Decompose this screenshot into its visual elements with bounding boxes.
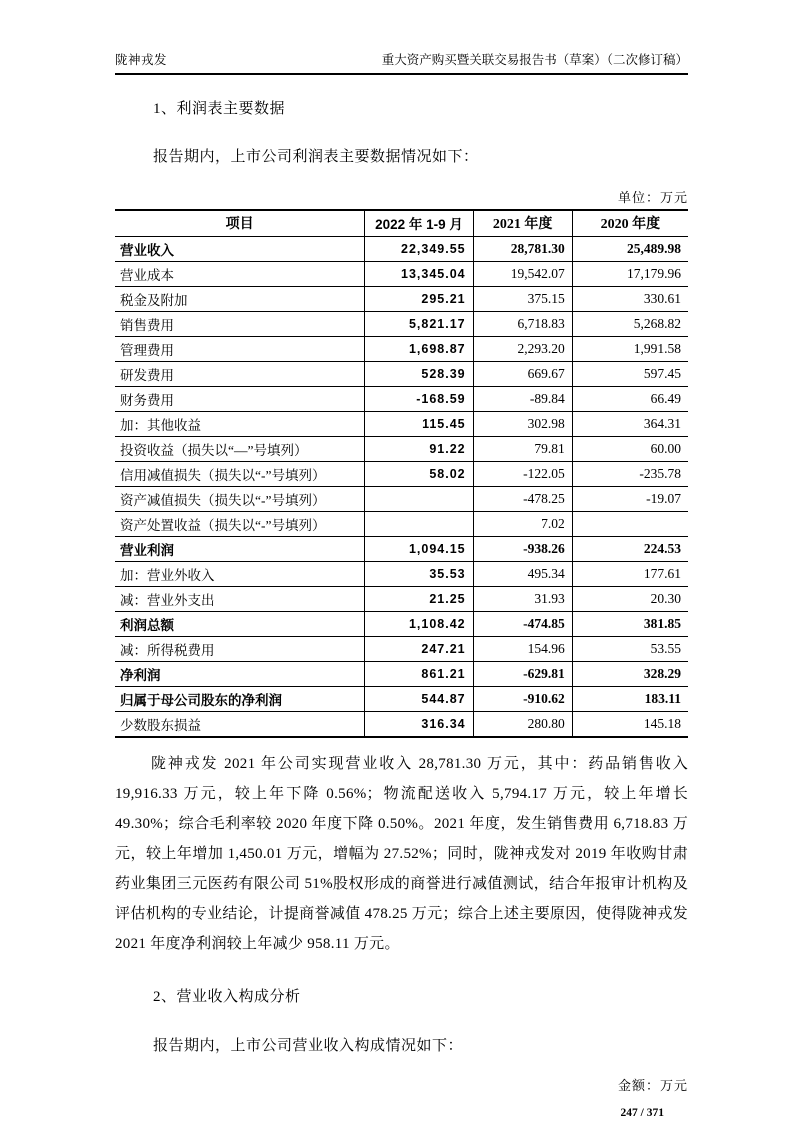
row-value-cell: 5,268.82 [572, 311, 688, 336]
row-value-cell [365, 511, 473, 536]
row-value-cell: 53.55 [572, 636, 688, 661]
table-row [115, 286, 688, 311]
table-row [115, 611, 688, 636]
row-value-cell: 60.00 [572, 436, 688, 461]
table-row [115, 486, 688, 511]
table-row [115, 511, 688, 536]
table-row [115, 686, 688, 711]
row-value-cell: 145.18 [572, 711, 688, 737]
row-value-cell: 58.02 [365, 461, 473, 486]
row-label-cell: 加：营业外收入 [115, 561, 365, 586]
row-label-cell: 减：营业外支出 [115, 586, 365, 611]
row-value-cell: 66.49 [572, 386, 688, 411]
row-value-cell: 1,698.87 [365, 336, 473, 361]
profit-table-body [115, 236, 688, 737]
row-value-cell: -122.05 [473, 461, 572, 486]
row-value-cell: 28,781.30 [473, 236, 572, 261]
row-value-cell [572, 511, 688, 536]
row-label-cell: 营业成本 [115, 261, 365, 286]
row-label-cell: 利润总额 [115, 611, 365, 636]
row-value-cell: -474.85 [473, 611, 572, 636]
table-row [115, 311, 688, 336]
row-value-cell: -938.26 [473, 536, 572, 561]
row-value-cell: -629.81 [473, 661, 572, 686]
row-value-cell: 597.45 [572, 361, 688, 386]
row-value-cell: 31.93 [473, 586, 572, 611]
row-value-cell: 1,108.42 [365, 611, 473, 636]
row-value-cell: 544.87 [365, 686, 473, 711]
table-row [115, 236, 688, 261]
table-row [115, 336, 688, 361]
row-value-cell: 495.34 [473, 561, 572, 586]
row-value-cell: 1,094.15 [365, 536, 473, 561]
row-value-cell: -19.07 [572, 486, 688, 511]
row-value-cell: 375.15 [473, 286, 572, 311]
row-label-cell: 归属于母公司股东的净利润 [115, 686, 365, 711]
section1-intro: 报告期内，上市公司利润表主要数据情况如下： [153, 149, 479, 165]
row-label-cell: 资产处置收益（损失以“-”号填列） [115, 511, 365, 536]
table-row [115, 636, 688, 661]
section1-heading: 1、利润表主要数据 [153, 101, 286, 117]
table-row [115, 436, 688, 461]
row-label-cell: 税金及附加 [115, 286, 365, 311]
row-value-cell: -168.59 [365, 386, 473, 411]
section2-intro: 报告期内，上市公司营业收入构成情况如下： [153, 1037, 464, 1054]
row-label-cell: 净利润 [115, 661, 365, 686]
row-label-cell: 财务费用 [115, 386, 365, 411]
row-value-cell: 115.45 [365, 411, 473, 436]
row-label-cell: 减：所得税费用 [115, 636, 365, 661]
row-value-cell: 19,542.07 [473, 261, 572, 286]
row-value-cell: 295.21 [365, 286, 473, 311]
row-value-cell: 35.53 [365, 561, 473, 586]
table-header-row [115, 210, 688, 236]
row-value-cell: 224.53 [572, 536, 688, 561]
row-value-cell: 5,821.17 [365, 311, 473, 336]
row-label-cell: 销售费用 [115, 311, 365, 336]
row-value-cell: 669.67 [473, 361, 572, 386]
row-label-cell: 投资收益（损失以“—”号填列） [115, 436, 365, 461]
row-label-cell: 营业收入 [115, 236, 365, 261]
row-value-cell: 183.11 [572, 686, 688, 711]
row-value-cell: -235.78 [572, 461, 688, 486]
row-value-cell: 13,345.04 [365, 261, 473, 286]
row-label-cell: 加：其他收益 [115, 411, 365, 436]
page-number: 247 / 371 [620, 1106, 664, 1119]
row-label-cell: 资产减值损失（损失以“-”号填列） [115, 486, 365, 511]
row-value-cell: -478.25 [473, 486, 572, 511]
row-value-cell: 177.61 [572, 561, 688, 586]
table-unit-note: 单位：万元 [617, 190, 688, 205]
row-value-cell: -89.84 [473, 386, 572, 411]
row-label-cell: 研发费用 [115, 361, 365, 386]
row-value-cell: 2,293.20 [473, 336, 572, 361]
row-value-cell: -910.62 [473, 686, 572, 711]
row-label-cell: 少数股东损益 [115, 711, 365, 737]
row-value-cell: 861.21 [365, 661, 473, 686]
table-row [115, 261, 688, 286]
row-value-cell: 21.25 [365, 586, 473, 611]
column-header-2020: 2020 年度 [572, 210, 688, 236]
row-label-cell: 营业利润 [115, 536, 365, 561]
row-value-cell: 6,718.83 [473, 311, 572, 336]
column-header-2022: 2022 年 1-9 月 [365, 210, 473, 236]
row-value-cell: 316.34 [365, 711, 473, 737]
row-value-cell: 79.81 [473, 436, 572, 461]
table-row [115, 536, 688, 561]
row-value-cell: 381.85 [572, 611, 688, 636]
table-row [115, 461, 688, 486]
running-header [115, 50, 688, 75]
header-document-title: 重大资产购买暨关联交易报告书（草案）（二次修订稿） [381, 53, 688, 67]
row-value-cell: 528.39 [365, 361, 473, 386]
table-row [115, 386, 688, 411]
row-value-cell [365, 486, 473, 511]
row-value-cell: 328.29 [572, 661, 688, 686]
section2-heading: 2、营业收入构成分析 [153, 988, 301, 1005]
table-row [115, 711, 688, 737]
row-value-cell: 22,349.55 [365, 236, 473, 261]
row-value-cell: 330.61 [572, 286, 688, 311]
table-row [115, 586, 688, 611]
table-row [115, 661, 688, 686]
row-value-cell: 1,991.58 [572, 336, 688, 361]
profit-table-header [115, 210, 688, 236]
row-label-cell: 信用减值损失（损失以“-”号填列） [115, 461, 365, 486]
row-value-cell: 154.96 [473, 636, 572, 661]
column-header-2021: 2021 年度 [473, 210, 572, 236]
row-label-cell: 管理费用 [115, 336, 365, 361]
amount-unit-note: 金额：万元 [617, 1077, 688, 1093]
table-row [115, 561, 688, 586]
row-value-cell: 302.98 [473, 411, 572, 436]
table-row [115, 361, 688, 386]
header-company-name: 陇神戎发 [115, 53, 168, 67]
row-value-cell: 364.31 [572, 411, 688, 436]
profit-table [115, 209, 688, 738]
row-value-cell: 25,489.98 [572, 236, 688, 261]
table-row [115, 411, 688, 436]
row-value-cell: 280.80 [473, 711, 572, 737]
row-value-cell: 247.21 [365, 636, 473, 661]
row-value-cell: 20.30 [572, 586, 688, 611]
row-value-cell: 7.02 [473, 511, 572, 536]
row-value-cell: 91.22 [365, 436, 473, 461]
row-value-cell: 17,179.96 [572, 261, 688, 286]
analysis-paragraph: 陇神戎发 2021 年公司实现营业收入 28,781.30 万元，其中：药品销售收入 19,916.33 万元，较上年下降 0.56%；物流配送收入 5,794.17 万元，较上年增长 49.30%；综合毛利率较 2020 年度下降 0.50%。2021 年度，发生销售费用 6,718.83 万元，较上年增加 1,450.01 万元，增幅为 27.52%；同时，陇神戎发对 2019 年收购甘肃药业集团三元医药有限公司 51%股权形成的商誉进行减值测试，结合年报审计机构及评估机构的专业结论，计提商誉减值 478.25 万元；综合上述主要原因，使得陇神戎发 2021 年度净利润较上年减少 958.11 万元。 [115, 755, 688, 952]
column-header-item: 项目 [225, 217, 254, 233]
